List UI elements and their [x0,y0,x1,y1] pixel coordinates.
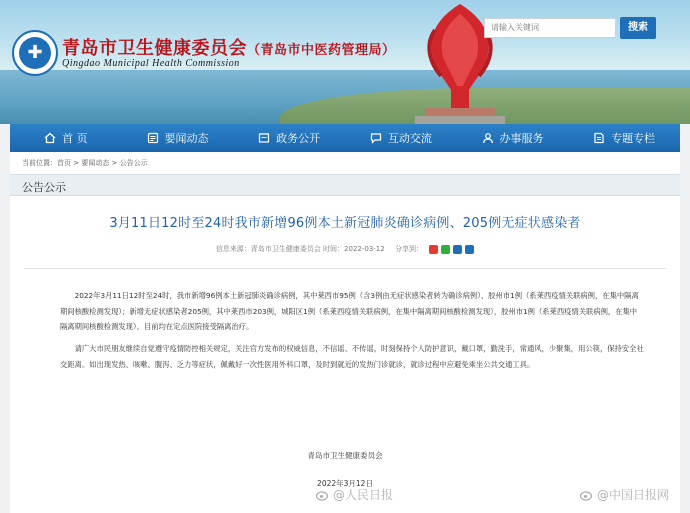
nav-label: 办事服务 [499,132,544,145]
nav-label: 首 页 [62,132,88,145]
news-icon [147,132,159,144]
article-date: 2022年3月12日 [317,479,373,488]
search-input[interactable] [484,18,616,38]
search-button[interactable]: 搜索 [620,17,656,39]
divider [24,268,666,269]
share-label: 分享到： [394,245,423,253]
site-title-sub: （青岛市中医药管理局） [247,43,396,58]
breadcrumb-news[interactable]: 要闻动态 [81,159,110,167]
breadcrumb-home[interactable]: 首页 [57,159,71,167]
watermark-right [580,486,669,503]
watermark-left-text: @人民日报 [333,488,394,502]
article-meta [10,244,680,254]
section-header [10,174,680,196]
site-title-english: Qingdao Municipal Health Commission [62,58,240,69]
nav-item-home[interactable] [10,124,122,152]
nav-label: 互动交流 [387,132,432,145]
article-signature: 青岛市卫生健康委员会 [307,451,383,460]
breadcrumb-sep: > [109,159,120,167]
site-logo[interactable] [12,30,58,76]
nav-item-news[interactable] [122,124,234,152]
article-paragraph: 请广大市民朋友继续自觉遵守疫情防控相关规定，关注官方发布的权威信息，不信谣、不传谣，时刻保持个人防护意识，戴口罩，勤洗手，常通风，少聚集，用公筷，保持安全社交距离。如出现发热、咳嗽、腹泻、乏力等症状，佩戴好一次性医用外科口罩，及时到就近的发热门诊就诊，就诊过程中应避免乘坐公共交通工具。 [60,344,644,369]
qzone-share-icon[interactable] [465,245,474,254]
topic-icon [593,132,605,144]
watermark-left [316,486,393,503]
nav-item-service[interactable] [457,124,569,152]
section-title: 公告公示 [22,181,66,194]
nav-item-topic[interactable] [568,124,680,152]
wechat-share-icon[interactable] [441,245,450,254]
weibo-logo-icon [316,489,330,501]
qq-share-icon[interactable] [453,245,462,254]
home-icon [44,132,56,144]
site-title [62,34,396,60]
site-header [0,0,690,124]
nav-label: 专题专栏 [611,132,656,145]
weibo-share-icon[interactable] [429,245,438,254]
nav-label: 政务公开 [276,132,321,145]
breadcrumb-prefix: 当前位置： [22,159,57,167]
share-buttons [429,245,474,254]
article-paragraph: 2022年3月11日12时至24时，我市新增96例本土新冠肺炎确诊病例，其中莱西市95例（含3例由无症状感染者转为确诊病例）、胶州市1例（系莱西疫情关联病例，在集中隔离期间核酸检测发现）；新增无症状感染者205例，其中莱西市203例，城阳区1例（系莱西疫情关联病例，在集中隔离期间核酸检测发现），胶州市1例（系莱西疫情关联病例，在集中隔离期间核酸检测发现）。目前均在定点医院接受隔离治疗。 [60,291,639,331]
breadcrumb-sep: > [71,159,82,167]
nav-item-gov[interactable] [233,124,345,152]
watermark-right-text: @中国日报网 [597,488,670,502]
site-title-main: 青岛市卫生健康委员会 [62,38,247,59]
nav-item-interact[interactable] [345,124,457,152]
article-title: 3月11日12时至24时我市新增96例本土新冠肺炎确诊病例、205例无症状感染者 [109,216,581,231]
nav-label: 要闻动态 [164,132,209,145]
breadcrumb [22,158,148,168]
article-source: 信息来源：青岛市卫生健康委员会 时间：2022-03-12 [215,245,385,253]
main-content [10,152,680,513]
breadcrumb-current[interactable]: 公告公示 [119,159,148,167]
service-icon [482,132,494,144]
chat-icon [370,132,382,144]
gov-icon [258,132,270,144]
main-nav [10,124,680,152]
health-emblem-icon: ✚ [19,37,51,69]
weibo-logo-icon [580,489,594,501]
